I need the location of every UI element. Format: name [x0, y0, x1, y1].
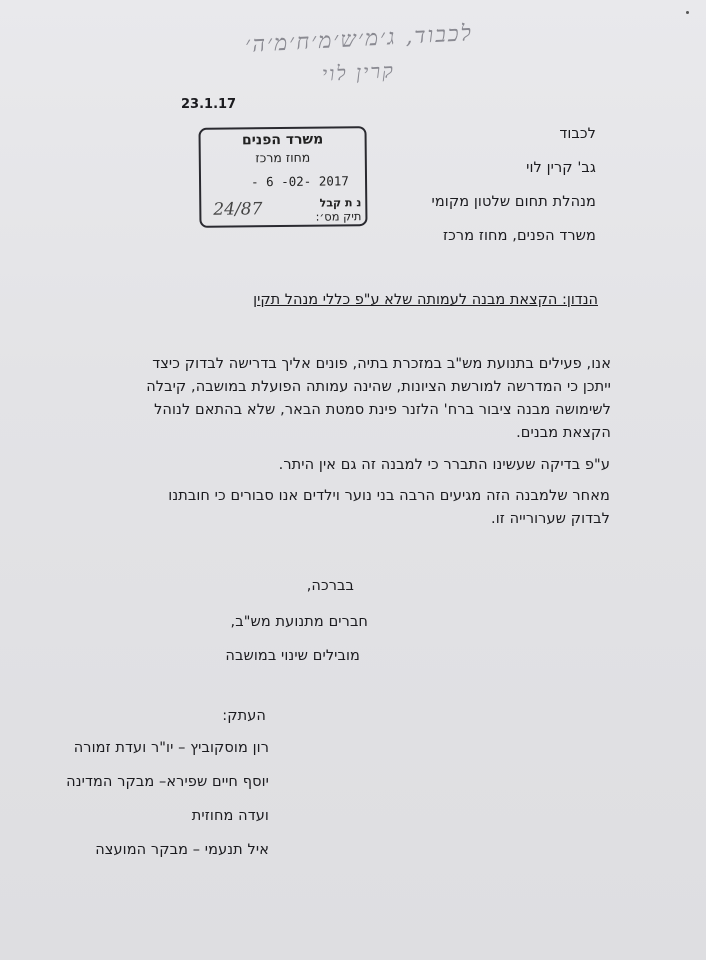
body-p2: ע"פ בדיקה שעשינו התברר כי למבנה זה גם אין היתר.: [278, 457, 610, 473]
letter-date: 23.1.17: [181, 97, 237, 112]
stamp-file-label: תיק מס׳:: [315, 209, 362, 224]
cc-item-1: רון מוסקוביץ – יו"ר ועדת זמורה: [73, 740, 269, 756]
body-p3-line1: מאחר שלמבנה הזה מגיעים הרבה בני נוער וילדים אנו סבורים כי חובתנו: [168, 488, 610, 504]
stamp-city: נ ת קבל: [319, 196, 362, 210]
handwritten-note-line1: לכבוד, ג׳מ׳ש׳מ׳ח׳מ׳ה׳: [244, 21, 474, 58]
cc-item-2: יוסף חיים שפירא– מבקר המדינה: [66, 774, 269, 790]
recipient-name: גב' קרין לוי: [526, 160, 596, 176]
body-p1-line1: אנו, פעילים בתנועת מש"ב במזכרת בתיה, פונים אליך בדרישה לבדוק כיצד: [152, 356, 611, 372]
stamp-file-number: 24/87: [213, 199, 263, 220]
cc-item-3: ועדה מחוזית: [191, 808, 269, 824]
recipient-salutation: לכבוד: [559, 126, 596, 142]
closing-greeting: בברכה,: [306, 578, 354, 594]
closing-signer-1: חברים מתנועת מש"ב,: [230, 614, 368, 630]
recipient-office: משרד הפנים, מחוז מרכז: [443, 228, 596, 244]
stamp-ministry: משרד הפנים: [241, 131, 324, 149]
body-p1-line2: ייתכן כי המדרשה למורשת הציונות, שהינה עמותה הפועלת במושבה, קיבלה: [146, 379, 611, 395]
stamp-district: מחוז מרכז: [255, 149, 311, 166]
closing-signer-2: מובילים שינוי במושבה: [225, 648, 360, 664]
recipient-title: מנהלת תחום שלטון מקומי: [431, 194, 596, 210]
stamp-date: - 6 -02- 2017: [250, 173, 349, 190]
received-stamp: [198, 126, 367, 228]
body-p1-line3: לשימושה מבנה ציבור ברח' הלזנר פינת סמטת הבאר, שלא בהתאם לנוהל: [154, 402, 611, 418]
handwritten-note-line2: קרין לוי: [321, 58, 396, 86]
letter-subject: הנדון: הקצאת מבנה לעמותה שלא ע"פ כללי מנהל תקין: [253, 292, 598, 308]
paper-speck: [686, 11, 689, 14]
body-p1-line4: הקצאת מבנים.: [516, 425, 611, 441]
cc-label: העתק:: [222, 708, 266, 724]
body-p3-line2: לבדוק שערורייה זו.: [490, 511, 610, 527]
cc-item-4: איל תנעמי – מבקר המועצה: [95, 842, 269, 858]
